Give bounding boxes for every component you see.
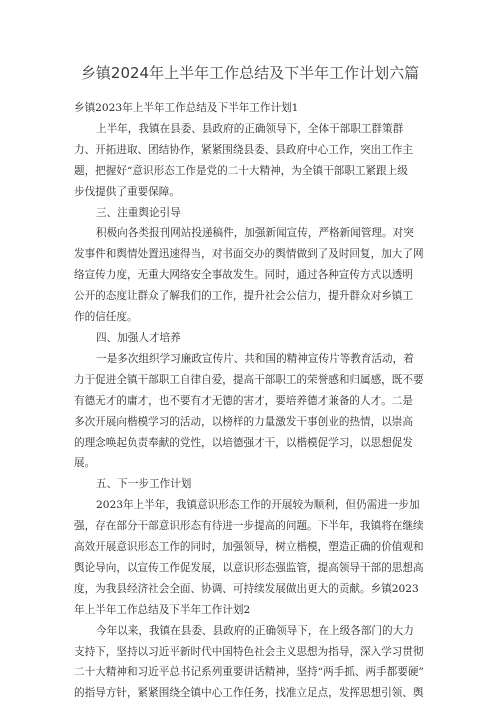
text-line: 步伐提供了重要保障。	[74, 185, 180, 198]
text-line: 高效开展意识形态工作的同时，加强领导，树立楷模，塑造正确的价值观和	[74, 541, 424, 554]
text-line: 力、开拓进取、团结协作，紧紧围绕县委、县政府中心工作，突出工作主	[74, 143, 413, 156]
text-line: 展。	[74, 457, 96, 470]
text-line: 络宣传力度，无重大网络安全事故发生。同时，通过各种宣传方式以透明	[74, 269, 413, 282]
text-line: 作的信任度。	[74, 311, 138, 324]
text-line: 发事件和舆情处置迅速得当，对书面交办的舆情做到了及时回复，加大了网	[74, 248, 424, 261]
text-line: 强，存在部分干部意识形态有待进一步提高的问题。下半年，我镇将在继续	[74, 520, 424, 533]
text-line: 舆论导向，以宣传工作促发展，以意识形态强监管，提高领导干部的思想高	[74, 561, 424, 574]
text-line: 五、下一步工作计划	[96, 478, 192, 491]
text-line: 支持下，坚持以习近平新时代中国特色社会主义思想为指导，深入学习贯彻	[74, 645, 424, 658]
text-line: 2023年上半年，我镇意识形态工作的开展较为顺利，但仍需进一步加	[96, 499, 420, 512]
text-line: 公开的态度让群众了解我们的工作，提升社会公信力，提升群众对乡镇工	[74, 290, 413, 303]
text-line: 乡镇2023年上半年工作总结及下半年工作计划1	[74, 102, 299, 114]
text-line: 一是多次组织学习廉政宣传片、共和国的精神宣传片等教育活动，着	[96, 352, 414, 365]
document-title: 乡镇2024年上半年工作总结及下半年工作计划六篇	[80, 64, 420, 82]
text-line: 四、加强人才培养	[96, 331, 181, 344]
text-line: 的指导方针，紧紧围绕全镇中心工作任务，找准立足点，发挥思想引领、舆	[74, 687, 424, 700]
text-line: 今年以来，我镇在县委、县政府的正确领导下，在上级各部门的大力	[96, 624, 414, 637]
text-line: 多次开展向楷模学习的活动，以榜样的力量激发干事创业的热情，以崇高	[74, 415, 413, 428]
document-body	[74, 98, 434, 704]
text-line: 力于促进全镇干部职工自律自爱，提高干部职工的荣誉感和归属感，既不要	[74, 373, 424, 386]
text-line: 年上半年工作总结及下半年工作计划2	[74, 603, 251, 616]
text-line: 的理念唤起负责奉献的党性，以培德强才干，以楷模促学习，以思想促发	[74, 436, 413, 449]
text-line: 三、注重舆论引导	[96, 206, 181, 219]
text-line: 积极向各类报刊网站投递稿件，加强新闻宣传，严格新闻管理。对突	[96, 227, 414, 240]
text-line: 有德无才的庸才，也不要有才无德的害才，要培养德才兼备的人才。二是	[74, 394, 413, 407]
text-line: 题，把握好“意识形态工作是党的二十大精神，为全镇干部职工紧跟上级	[74, 164, 408, 177]
text-line: 度，为我县经济社会全面、协调、可持续发展做出更大的贡献。乡镇2023	[74, 582, 419, 595]
text-line: 上半年，我镇在县委、县政府的正确领导下，全体干部职工群策群	[96, 122, 404, 135]
text-line: 二十大精神和习近平总书记系列重要讲话精神，坚持“两手抓、两手都要硬”	[74, 666, 424, 679]
